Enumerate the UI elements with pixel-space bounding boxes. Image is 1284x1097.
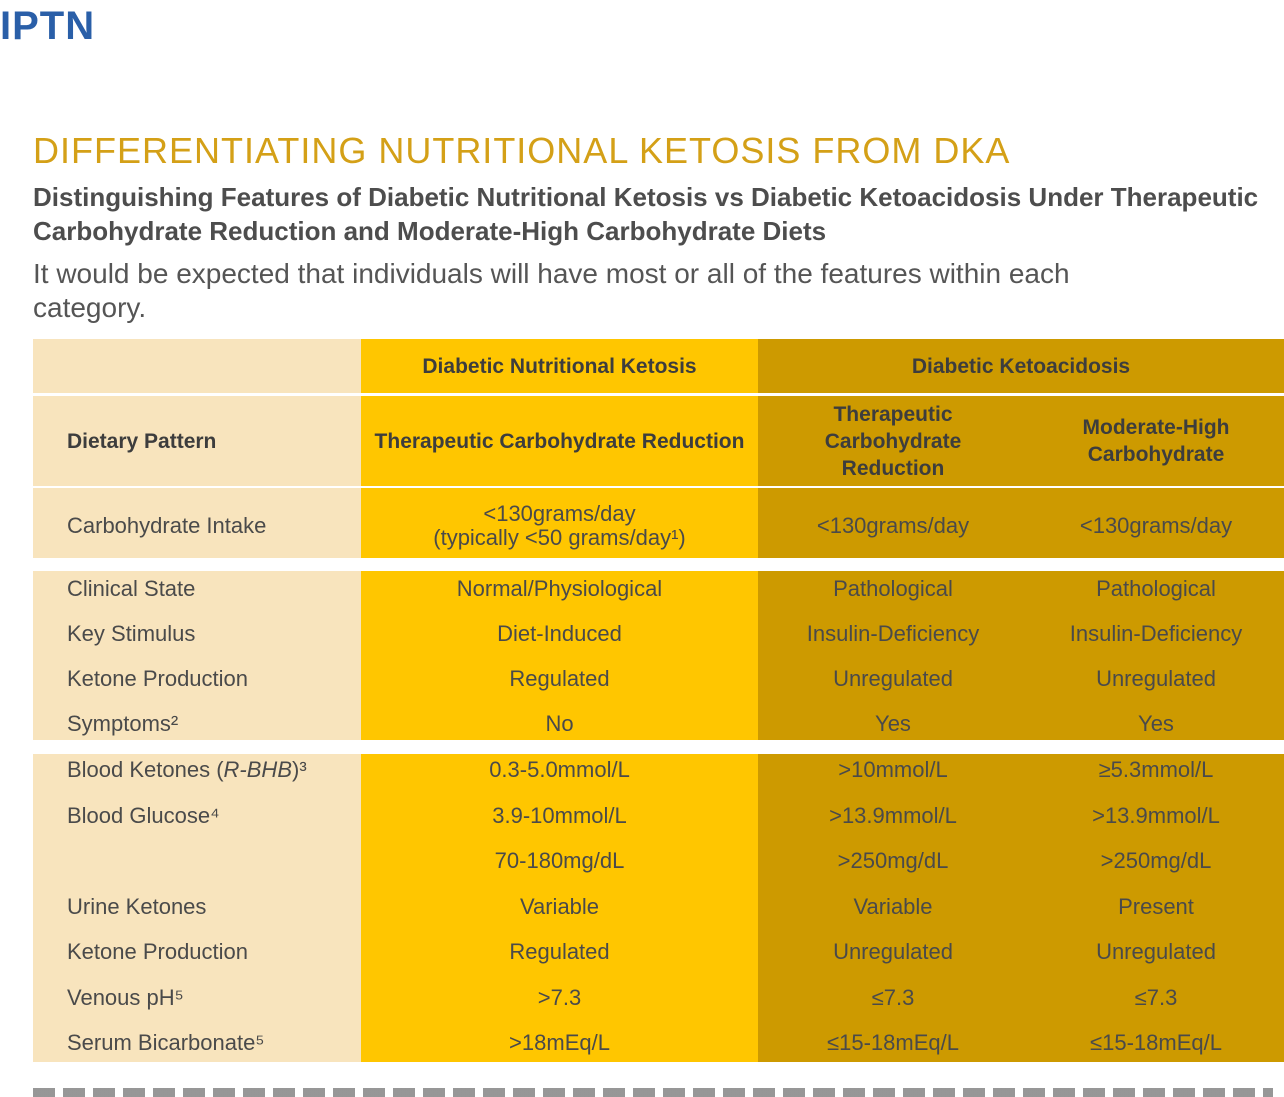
value-dka-mhc: Unregulated xyxy=(1096,939,1216,964)
value-dka-tcr: >10mmol/L xyxy=(838,757,948,782)
row-label: Serum Bicarbonate⁵ xyxy=(67,1030,265,1055)
row-label: Ketone Production xyxy=(67,666,249,691)
value-dka-tcr: Yes xyxy=(875,711,911,736)
row-label: Symptoms² xyxy=(67,711,179,736)
value-nutritional-ketosis: 3.9-10mmol/L xyxy=(492,802,627,828)
row-label: Key Stimulus xyxy=(67,621,196,646)
value-dka-tcr: Insulin-Deficiency xyxy=(806,621,980,646)
value-dka-mhc: Present xyxy=(1118,893,1194,919)
carb-intake-nk xyxy=(361,498,758,554)
value-dka-mhc: >13.9mmol/L xyxy=(1092,802,1220,828)
value-nutritional-ketosis: Diet-Induced xyxy=(497,621,622,646)
value-dka-tcr: ≤7.3 xyxy=(871,984,915,1010)
value-nutritional-ketosis: 0.3-5.0mmol/L xyxy=(489,757,630,782)
intro-text: It would be expected that individuals will have most or all of the features within each category. xyxy=(33,258,1070,323)
carb-intake-line: <130grams/day xyxy=(483,501,636,526)
carb-intake-line: (typically <50 grams/day¹) xyxy=(433,525,686,550)
row-label: Carbohydrate Intake xyxy=(67,513,267,538)
logo: IPTN xyxy=(0,4,96,48)
group-header-nutritional-ketosis: Diabetic Nutritional Ketosis xyxy=(422,354,697,378)
value-dka-mhc: ≤15-18mEq/L xyxy=(1090,1030,1222,1055)
value-dka-mhc: >250mg/dL xyxy=(1100,848,1212,873)
value-dka-mhc: Insulin-Deficiency xyxy=(1069,621,1243,646)
value-dka-mhc: Unregulated xyxy=(1096,666,1216,691)
row-label: Ketone Production xyxy=(67,939,249,964)
row-label: Blood Glucose⁴ xyxy=(67,802,220,828)
value-nutritional-ketosis: Regulated xyxy=(509,939,610,964)
value-dka-mhc: Pathological xyxy=(1096,576,1216,601)
row-label-part: Blood Ketones ( xyxy=(67,757,224,782)
carb-intake-dka-tcr: <130grams/day xyxy=(816,513,970,538)
value-dka-mhc: Yes xyxy=(1138,711,1174,736)
value-dka-tcr: ≤15-18mEq/L xyxy=(827,1030,959,1055)
value-dka-tcr: Unregulated xyxy=(833,666,953,691)
value-dka-tcr: >13.9mmol/L xyxy=(829,802,957,828)
value-dka-tcr: Variable xyxy=(853,893,933,919)
row-label: Clinical State xyxy=(67,576,196,601)
row-label: Venous pH⁵ xyxy=(67,984,184,1010)
row-label-bg xyxy=(33,339,361,393)
value-dka-mhc: ≥5.3mmol/L xyxy=(1098,757,1214,782)
value-dka-mhc: ≤7.3 xyxy=(1134,984,1178,1010)
row-label-part: R-BHB xyxy=(223,757,292,782)
page-title: DIFFERENTIATING NUTRITIONAL KETOSIS FROM DKA xyxy=(33,130,1011,171)
row-label xyxy=(33,755,361,785)
group-header-ketoacidosis: Diabetic Ketoacidosis xyxy=(911,354,1131,378)
page-subtitle: Distinguishing Features of Diabetic Nutritional Ketosis vs Diabetic Ketoacidosis Under Therapeutic Carbohydrate Reduction and Moderate-High Carbohydrate Diets xyxy=(33,182,1259,246)
value-nutritional-ketosis: >18mEq/L xyxy=(509,1030,610,1055)
col-header-nk-tcr: Therapeutic Carbohydrate Reduction xyxy=(374,429,745,453)
value-nutritional-ketosis: No xyxy=(545,711,574,736)
value-nutritional-ketosis: >7.3 xyxy=(537,984,582,1010)
row-header-dietary-pattern: Dietary Pattern xyxy=(67,429,217,453)
row-label: Urine Ketones xyxy=(67,893,207,919)
value-nutritional-ketosis: Regulated xyxy=(509,666,610,691)
col-header-dka-mhc: Moderate-High Carbohydrate xyxy=(1082,416,1230,466)
value-nutritional-ketosis: Normal/Physiological xyxy=(456,576,663,601)
row-label xyxy=(33,846,361,876)
col-header-dka-tcr: Therapeutic Carbohydrate Reduction xyxy=(824,402,962,480)
carb-intake-dka-mhc: <130grams/day xyxy=(1079,513,1233,538)
row-label-part: )³ xyxy=(292,757,307,782)
value-dka-tcr: Unregulated xyxy=(833,939,953,964)
value-dka-tcr: >250mg/dL xyxy=(837,848,949,873)
value-dka-tcr: Pathological xyxy=(833,576,953,601)
value-nutritional-ketosis: 70-180mg/dL xyxy=(494,848,625,873)
value-nutritional-ketosis: Variable xyxy=(519,893,600,919)
footer-text-cutoff xyxy=(33,1088,1273,1097)
